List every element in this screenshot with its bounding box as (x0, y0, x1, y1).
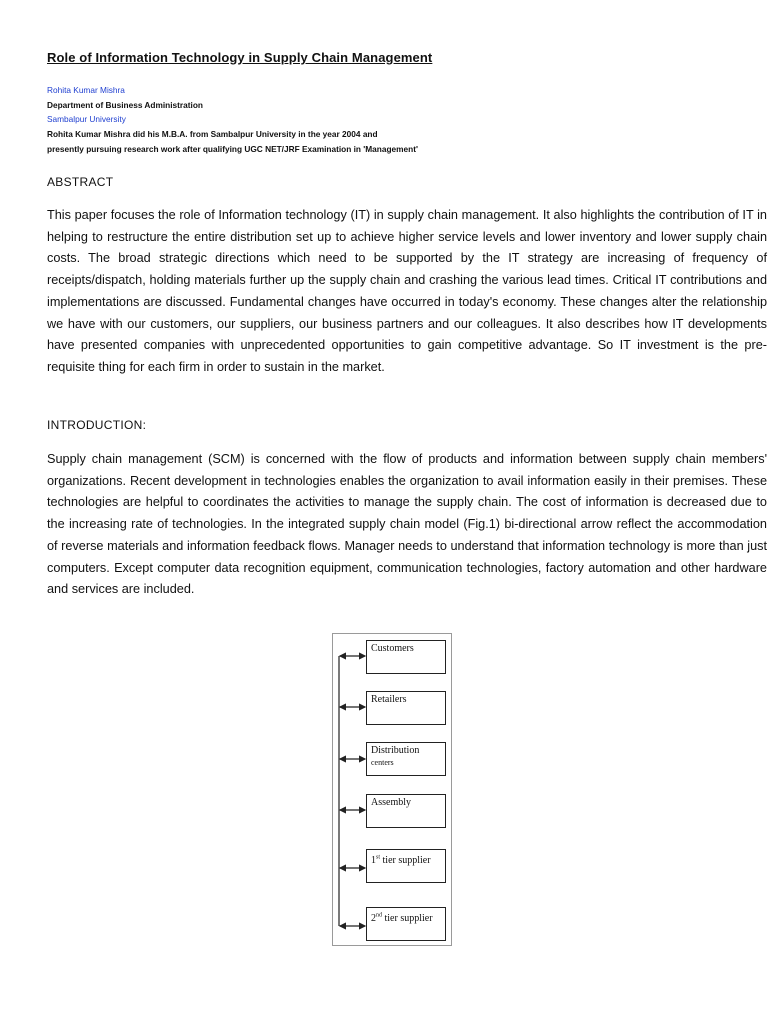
author-university: Sambalpur University (47, 114, 126, 124)
tier2-supplier-box (366, 907, 446, 941)
customers-label: Customers (371, 643, 414, 654)
tier1-suffix: st (376, 854, 381, 861)
abstract-paragraph: This paper focuses the role of Information technology (IT) in supply chain management. It also highlights the contribution of IT in helping to restructure the entire distribution set up to achieve higher service levels and lower inventory and lower supply chain costs. The broad strategic directions which need to be supported by the IT strategy are increasing of frequency of receipts/dispatch, holding materials further up the supply chain and crashing the various lead times. Critical IT contributions and implementations are discussed. Fundamental changes have occurred in today's economy. These changes alter the relationship we have with our customers, our suppliers, our business partners and our colleagues. It also describes how IT developments have presented companies with unprecedented opportunities to gain competitive advantage. So IT investment is the pre-requisite thing for each firm in order to sustain in the market. (47, 208, 767, 374)
tier2-number: 2 (371, 913, 376, 924)
diagram-arrows (333, 634, 453, 947)
retailers-label: Retailers (371, 694, 407, 705)
assembly-box (366, 794, 446, 828)
abstract-heading: ABSTRACT (47, 175, 114, 189)
customers-box (366, 640, 446, 674)
introduction-heading: INTRODUCTION: (47, 418, 147, 432)
tier2-label: tier supplier (382, 913, 433, 924)
tier1-number: 1 (371, 855, 376, 866)
distribution-label: Distribution (371, 745, 420, 756)
tier1-label: tier supplier (380, 855, 431, 866)
author-bio-line1: Rohita Kumar Mishra did his M.B.A. from Sambalpur University in the year 2004 and (47, 129, 378, 139)
centers-label: centers (371, 758, 394, 767)
author-name: Rohita Kumar Mishra (47, 85, 125, 95)
supply-chain-diagram (332, 633, 452, 946)
distribution-centers-box (366, 742, 446, 776)
introduction-paragraph: Supply chain management (SCM) is concerned with the flow of products and information between supply chain members' organizations. Recent development in technologies enables the organization to avail information easily in their premises. These technologies are helpful to coordinates the activities to manage the supply chain. The cost of information is decreased due to the increasing rate of technologies. In the integrated supply chain model (Fig.1) bi-directional arrow reflect the accommodation of reverse materials and information feedback flows. Manager needs to understand that information technology is more than just computers. Except computer data recognition equipment, communication technologies, factory automation and other hardware and services are included. (47, 452, 767, 597)
author-department: Department of Business Administration (47, 100, 203, 110)
author-bio-line2: presently pursuing research work after qualifying UGC NET/JRF Examination in 'Management' (47, 144, 418, 154)
tier1-supplier-box (366, 849, 446, 883)
retailers-box (366, 691, 446, 725)
paper-title: Role of Information Technology in Supply Chain Management (47, 50, 433, 65)
assembly-label: Assembly (371, 797, 411, 808)
tier2-suffix: nd (376, 912, 382, 919)
